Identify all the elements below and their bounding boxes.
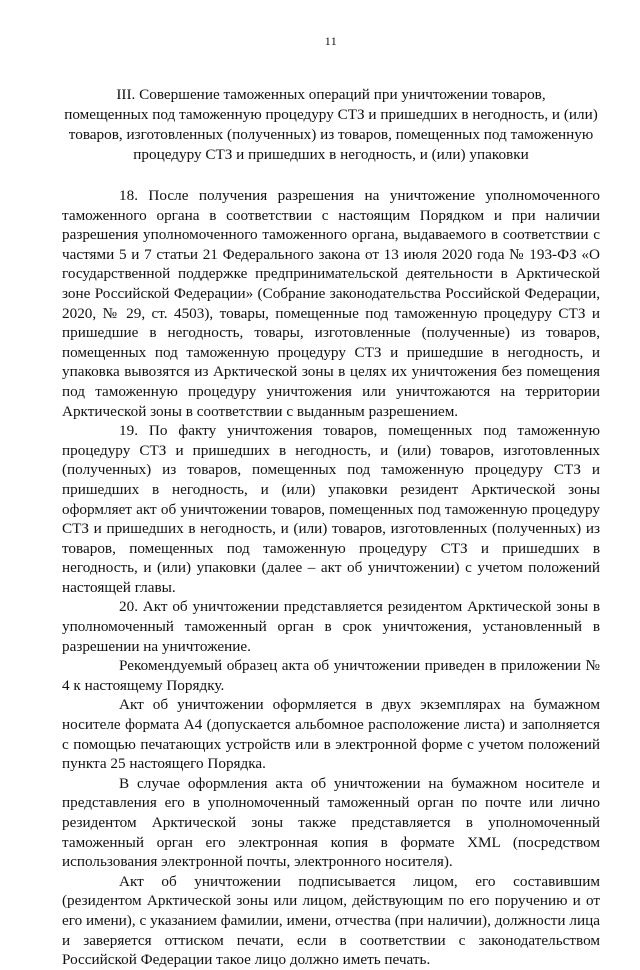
paragraph-signature: Акт об уничтожении подписывается лицом, его составившим (резидентом Арктической зоны или лицом, действующим по его поручению и от его имени), с указанием фамилии, имени, отчества (при наличии), должности лица и заверяется оттиском печати, если в соответствии с законодательством Российской Федерации такое лицо должно иметь печать. [62, 872, 600, 969]
page-number: 11 [324, 34, 338, 48]
paragraph-20: 20. Акт об уничтожении представляется резидентом Арктической зоны в уполномоченный таможенный орган в срок уничтожения, установленный в разрешении на уничтожение. [62, 598, 600, 655]
paragraph-sample-reference: Рекомендуемый образец акта об уничтожении приведен в приложении № 4 к настоящему Порядку. [62, 657, 600, 694]
section-heading-line: процедуру СТЗ и пришедших в негодность, и (или) упаковки [133, 146, 529, 163]
paragraph-format: Акт об уничтожении оформляется в двух экземплярах на бумажном носителе формата А4 (допускается альбомное расположение листа) и заполняется с помощью печатающих устройств или в электронной форме с учетом положений пункта 25 настоящего Порядка. [62, 696, 600, 773]
paragraph-electronic-copy: В случае оформления акта об уничтожении на бумажном носителе и представления его в уполномоченный таможенный орган по почте или лично резидентом Арктической зоны также представляется в уполномоченный таможенный орган его электронная копия в формате XML (посредством использования электронной почты, электронного носителя). [62, 774, 600, 871]
section-heading [62, 85, 600, 165]
section-heading-line: помещенных под таможенную процедуру СТЗ и пришедших в негодность, и (или) [64, 106, 598, 123]
section-heading-line: III. Совершение таможенных операций при уничтожении товаров, [116, 86, 546, 103]
paragraph-18: 18. После получения разрешения на уничтожение уполномоченного таможенного органа в соответствии с настоящим Порядком и при наличии разрешения уполномоченного таможенного органа, выдаваемого в соответствии с частями 5 и 7 статьи 21 Федерального закона от 13 июля 2020 года № 193-ФЗ «О государственной поддержке предпринимательской деятельности в Арктической зоне Российской Федерации» (Собрание законодательства Российской Федерации, 2020, № 29, ст. 4503), товары, помещенные под таможенную процедуру СТЗ и пришедшие в негодность, товары, изготовленные (полученные) из товаров, помещенных под таможенную процедуру СТЗ и пришедшие в негодность, и упаковка вывозятся из Арктической зоны в целях их уничтожения без помещения под таможенную процедуру уничтожения или уничтожаются на территории Арктической зоны в соответствии с выданным разрешением. [62, 187, 600, 420]
section-heading-line: товаров, изготовленных (полученных) из товаров, помещенных под таможенную [68, 126, 594, 143]
paragraph-19: 19. По факту уничтожения товаров, помещенных под таможенную процедуру СТЗ и пришедших в негодность, и (или) товаров, изготовленных (полученных) из товаров, помещенных под таможенную процедуру СТЗ и пришедших в негодность, и (или) упаковки резидент Арктической зоны оформляет акт об уничтожении товаров, помещенных под таможенную процедуру СТЗ и пришедших в негодность, и (или) товаров, изготовленных (полученных) из товаров, помещенных под таможенную процедуру СТЗ и пришедших в негодность, и (или) упаковки (далее – акт об уничтожении) с учетом положений настоящей главы. [62, 422, 600, 596]
